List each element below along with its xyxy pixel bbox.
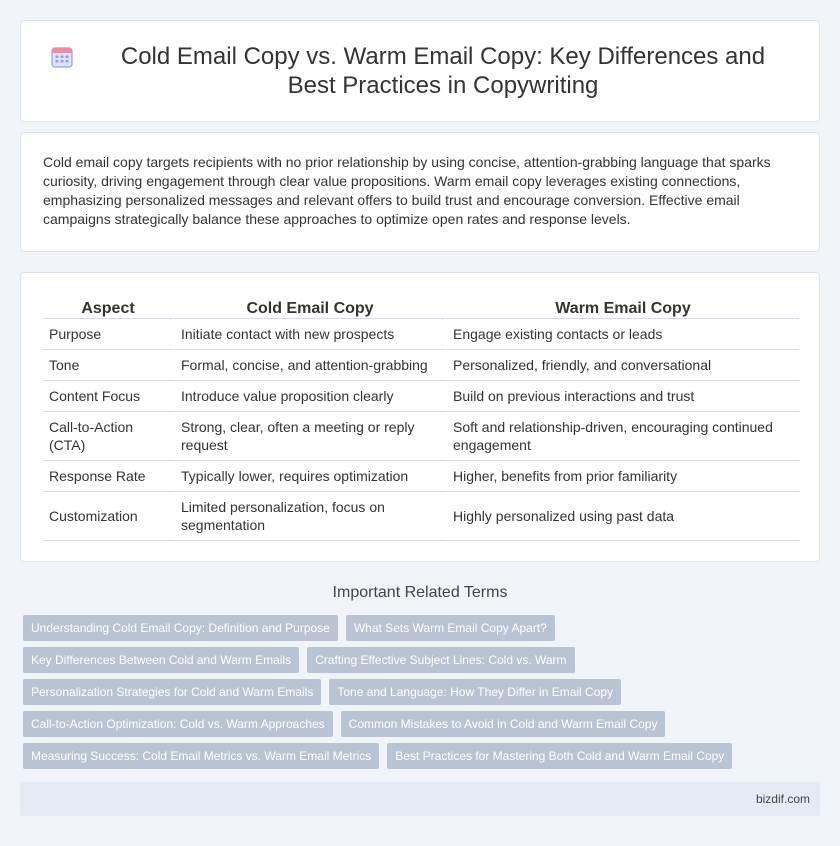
table-header-row xyxy=(43,297,799,319)
table-row xyxy=(43,461,799,492)
cell-cold: Limited personalization, focus on segmentation xyxy=(173,492,445,541)
table-row xyxy=(43,319,799,350)
header-card xyxy=(20,20,820,122)
site-link[interactable]: bizdif.com xyxy=(755,792,810,806)
cell-warm: Higher, benefits from prior familiarity xyxy=(445,461,799,492)
cell-warm: Engage existing contacts or leads xyxy=(445,319,799,350)
footer-bar xyxy=(20,782,820,816)
related-term-tag[interactable]: Call-to-Action Optimization: Cold vs. Warm Approaches xyxy=(23,711,333,737)
table-row xyxy=(43,381,799,412)
header-inner xyxy=(50,42,790,100)
intro-paragraph: Cold email copy targets recipients with no prior relationship by using concise, attention-grabbing language that sparks curiosity, driving engagement through clear value propositions. Warm email copy leverages existing connections, emphasizing personalized messages and relevant offers to build trust and encourage conversion. Effective email campaigns strategically balance these approaches to optimize open rates and response levels. xyxy=(43,154,771,227)
related-term-tag[interactable]: Common Mistakes to Avoid in Cold and Warm Email Copy xyxy=(341,711,666,737)
related-term-tag[interactable]: Understanding Cold Email Copy: Definition and Purpose xyxy=(23,615,338,641)
table-row xyxy=(43,350,799,381)
page-title: Cold Email Copy vs. Warm Email Copy: Key Differences and Best Practices in Copywriting xyxy=(120,43,766,99)
cell-warm: Build on previous interactions and trust xyxy=(445,381,799,412)
related-term-tag[interactable]: What Sets Warm Email Copy Apart? xyxy=(346,615,555,641)
table-row xyxy=(43,412,799,461)
cell-aspect: Call-to-Action (CTA) xyxy=(43,412,173,461)
cell-aspect: Content Focus xyxy=(43,381,173,412)
cell-warm: Highly personalized using past data xyxy=(445,492,799,541)
cell-cold: Initiate contact with new prospects xyxy=(173,319,445,350)
related-term-tag[interactable]: Measuring Success: Cold Email Metrics vs. Warm Email Metrics xyxy=(23,743,379,769)
related-term-tag[interactable]: Key Differences Between Cold and Warm Emails xyxy=(23,647,299,673)
related-terms-heading: Important Related Terms xyxy=(332,584,508,601)
calendar-icon xyxy=(50,45,74,69)
cell-cold: Typically lower, requires optimization xyxy=(173,461,445,492)
related-term-tag[interactable]: Personalization Strategies for Cold and Warm Emails xyxy=(23,679,321,705)
cell-cold: Formal, concise, and attention-grabbing xyxy=(173,350,445,381)
related-term-tag[interactable]: Crafting Effective Subject Lines: Cold vs. Warm xyxy=(307,647,574,673)
cell-warm: Personalized, friendly, and conversational xyxy=(445,350,799,381)
cell-aspect: Purpose xyxy=(43,319,173,350)
cell-aspect: Tone xyxy=(43,350,173,381)
header-warm: Warm Email Copy xyxy=(445,297,799,319)
comparison-table xyxy=(43,297,799,541)
related-term-tag[interactable]: Best Practices for Mastering Both Cold and Warm Email Copy xyxy=(387,743,732,769)
intro-card xyxy=(20,132,820,252)
header-aspect: Aspect xyxy=(43,297,173,319)
cell-cold: Introduce value proposition clearly xyxy=(173,381,445,412)
related-term-tag[interactable]: Tone and Language: How They Differ in Email Copy xyxy=(329,679,621,705)
related-terms-list xyxy=(23,615,813,769)
cell-aspect: Customization xyxy=(43,492,173,541)
comparison-card xyxy=(20,272,820,562)
cell-cold: Strong, clear, often a meeting or reply request xyxy=(173,412,445,461)
cell-warm: Soft and relationship-driven, encouraging continued engagement xyxy=(445,412,799,461)
cell-aspect: Response Rate xyxy=(43,461,173,492)
header-cold: Cold Email Copy xyxy=(173,297,445,319)
table-row xyxy=(43,492,799,541)
